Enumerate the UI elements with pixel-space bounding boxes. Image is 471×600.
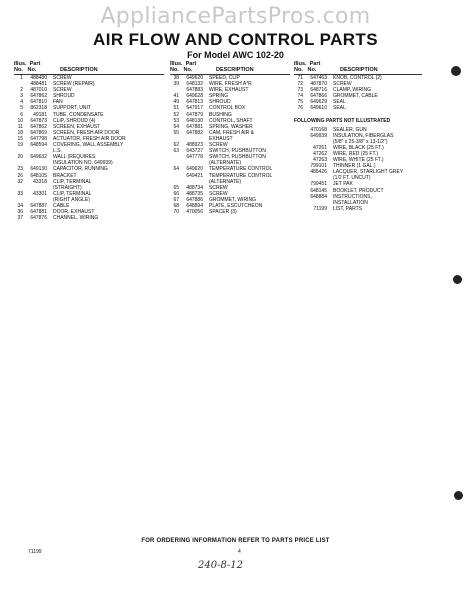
illus-number: 51 [173, 105, 179, 112]
description-header: DESCRIPTION [216, 67, 254, 73]
illus-header: Illus. [294, 61, 307, 67]
part-number: 485426 [310, 169, 327, 176]
part-description: SPRING, WASHER [209, 123, 253, 130]
part-description: SPEED, CLIP [209, 75, 240, 81]
no-header: No. [294, 67, 303, 73]
ordering-footer: FOR ORDERING INFORMATION REFER TO PARTS PRICE LIST [141, 538, 330, 544]
part-description: KNOB, CONTROL (2) [333, 75, 382, 81]
part-description: TUBE, CONDENSATE [53, 111, 104, 118]
illus-number: 18 [17, 129, 23, 136]
illus-number: 75 [297, 99, 303, 106]
illus-number: 11 [17, 123, 23, 130]
part-number: 648594 [30, 142, 47, 149]
part-description: CLIP, TERMINAL [53, 178, 92, 185]
not-illustrated-note: FOLLOWING PARTS NOT ILLUSTRATED [294, 117, 391, 124]
part-number: 647883 [186, 87, 203, 94]
part-number: 488480 [30, 75, 47, 81]
part-number: 47263 [313, 157, 327, 164]
part-description: COVERING, WALL ASSEMBLY [53, 142, 124, 149]
part-number: 648145 [310, 187, 327, 194]
parts-list-not-illustrated [294, 127, 422, 212]
part-description: JET PAK [333, 181, 353, 188]
part-number: 648894 [186, 202, 203, 209]
part-row [294, 105, 422, 111]
part-number: 71199 [313, 205, 327, 212]
no-header: No. [14, 67, 23, 73]
part-description: BOOKLET, PRODUCT [333, 187, 384, 194]
part-number: 647873 [30, 117, 47, 124]
part-description: SCREW [53, 87, 72, 94]
part-description: SHROUD [209, 99, 231, 106]
illus-number: 3 [20, 93, 23, 100]
part-description: ACTUATOR, FRESH AIR DOOR [53, 135, 126, 142]
parts-column-1 [14, 61, 164, 221]
column-header [294, 61, 422, 75]
illus-number: 76 [297, 105, 303, 112]
part-description: WIRE, BLACK (25 FT.) [333, 144, 384, 151]
description-header: DESCRIPTION [340, 67, 378, 73]
part-description: INSTRUCTIONS, [333, 193, 372, 200]
part-description: EXHAUST [209, 135, 233, 142]
illus-number: 39 [173, 81, 179, 88]
part-description: SEALER, GUN [333, 126, 367, 133]
binder-hole-dot [453, 275, 462, 284]
part-description: LIST, PARTS [333, 205, 362, 212]
part-number: 470168 [310, 126, 327, 133]
part-description: INSULATION NO. 649939) [53, 160, 113, 167]
part-number: 647882 [186, 129, 203, 136]
part-description: (ALTERNATE) [209, 160, 242, 167]
page-number: 4 [238, 549, 241, 555]
no-header: No. [170, 67, 179, 73]
part-description: SCREW [209, 184, 228, 191]
part-number: 648884 [310, 193, 327, 200]
part-number: 647887 [30, 202, 47, 209]
part-description: SCREW [209, 190, 228, 197]
illus-number: 10 [17, 117, 23, 124]
part-number: 647813 [186, 99, 203, 106]
illus-number: 68 [173, 202, 179, 209]
description-header: DESCRIPTION [60, 67, 98, 73]
illus-number: 19 [17, 142, 23, 149]
part-description: BUSHING [209, 111, 232, 118]
part-row [170, 209, 290, 215]
part-number: 649939 [310, 132, 327, 139]
illus-number: 71 [297, 75, 303, 81]
part-number: 647881 [30, 209, 47, 216]
part-number: 43301 [33, 190, 47, 197]
part-description: BRACKET [53, 172, 77, 179]
part-description: FAN [53, 99, 63, 106]
parts-column-3 [294, 61, 422, 212]
illus-number [294, 206, 303, 212]
part-number: 648105 [30, 172, 47, 179]
column-header [170, 61, 290, 75]
part-description: DOOR, EXHAUST [53, 209, 95, 216]
part-number: 647778 [186, 154, 203, 161]
part-description: SCREW [53, 75, 72, 81]
part-description: WIRE, FRESH A*R [209, 81, 252, 88]
part-number: 647798 [30, 135, 47, 142]
part-description: CONTROL BOX [209, 105, 246, 112]
illus-number: 36 [17, 209, 23, 216]
illus-number: 62 [173, 142, 179, 149]
part-description: INSTALLATION [333, 199, 368, 206]
illus-number: 38 [173, 75, 179, 81]
illus-number: 72 [297, 81, 303, 88]
part-number: 470056 [186, 209, 203, 216]
part-description: WIRE, EXHAUST [209, 87, 249, 94]
part-header: Part [185, 61, 197, 67]
part-number: 649628 [186, 93, 203, 100]
part-description: GROMMET, WIRING [209, 196, 256, 203]
part-description: GROMMET, CABLE [333, 93, 378, 100]
illus-number: 32 [17, 178, 23, 185]
illus-number: 67 [173, 196, 179, 203]
parts-list [14, 75, 164, 221]
part-description: SWITCH, PUSHBUTTON [209, 148, 266, 155]
part-number: 649130 [30, 166, 47, 173]
part-number: 648130 [186, 117, 203, 124]
part-description: SCREEN, EXHAUST [53, 123, 101, 130]
part-row [14, 215, 164, 221]
model-subtitle: For Model AWC 102-20 [187, 50, 284, 60]
part-description: SCREW [333, 81, 352, 88]
illus-number: 64 [173, 166, 179, 173]
part-description: (ALTERNATE) [209, 178, 242, 185]
part-number: 799451 [310, 181, 327, 188]
part-number: 47262 [313, 150, 327, 157]
illus-number: 2 [20, 87, 23, 94]
illus-number: 5 [20, 105, 23, 112]
no-header-2: No. [183, 67, 193, 73]
part-number: 647876 [30, 215, 47, 222]
part-number: 647862 [30, 123, 47, 130]
part-number: 647917 [186, 105, 203, 112]
illus-number: 49 [173, 99, 179, 106]
illus-number: 34 [17, 202, 23, 209]
part-number: 488481 [30, 81, 47, 88]
part-number: 49181 [33, 111, 47, 118]
part-description: CLAMP, WIRING [333, 87, 371, 94]
part-description: TEMPERATURE CONTROL [209, 172, 273, 179]
part-number: 488735 [186, 190, 203, 197]
illus-number: 52 [173, 111, 179, 118]
illus-number: 15 [17, 135, 23, 142]
illus-number: 66 [173, 190, 179, 197]
part-number: 647879 [186, 111, 203, 118]
column-header [14, 61, 164, 75]
part-description: PLATE, ESCUTCHEON [209, 202, 263, 209]
part-number: 799101 [310, 163, 327, 170]
illus-number: 33 [17, 190, 23, 197]
part-description: SEAL [333, 105, 346, 112]
page-title: AIR FLOW AND CONTROL PARTS [93, 30, 378, 49]
part-number: 47261 [313, 144, 327, 151]
illus-header: Illus. [14, 61, 27, 67]
part-description: CLIP, SHROUD (4) [53, 117, 96, 124]
illus-number: 20 [17, 154, 23, 161]
part-description: (STRAIGHT) [53, 184, 82, 191]
illus-number: 65 [173, 184, 179, 191]
illus-number: 26 [17, 172, 23, 179]
part-description: THINNER (1 GAL.) [333, 163, 376, 170]
part-description: CAPACITOR, RUNNING [53, 166, 108, 173]
binder-hole-dot [451, 66, 461, 76]
part-description: LACQUER, STARLIGHT GREY [333, 169, 404, 176]
part-number: 488923 [186, 142, 203, 149]
illus-number: 70 [173, 209, 179, 216]
part-number: 649629 [310, 99, 327, 106]
part-description: L.S. [53, 148, 62, 155]
part-header: Part [309, 61, 321, 67]
part-number: 647866 [310, 93, 327, 100]
part-description: WALL (REQUIRES [53, 154, 96, 161]
part-description: CONTROL, SHAFT [209, 117, 253, 124]
illus-number: 37 [17, 215, 23, 222]
part-number: 649620 [186, 75, 203, 81]
part-description: CHANNEL, WIRING [53, 215, 99, 222]
part-description: INSULATION, FIBERGLAS [333, 132, 394, 139]
part-number: 647869 [30, 129, 47, 136]
part-number: 487870 [310, 81, 327, 88]
binder-hole-dot [454, 491, 463, 500]
illus-number: 55 [173, 129, 179, 136]
parts-list [294, 75, 422, 112]
parts-column-2 [170, 61, 290, 215]
part-number: 647862 [30, 93, 47, 100]
part-description: CAM, FRESH AIR & [209, 129, 255, 136]
part-description: SPRING [209, 93, 229, 100]
handwritten-note: 240-8-12 [198, 560, 243, 571]
part-number: 647810 [30, 99, 47, 106]
part-description: SCREEN, FRESH AIR DOOR [53, 129, 120, 136]
illus-number: 6 [20, 111, 23, 118]
part-description: TEMPERATURE CONTROL [209, 166, 273, 173]
part-description: (RIGHT ANGLE) [53, 196, 90, 203]
illus-header: Illus. [170, 61, 183, 67]
illus-number: 74 [297, 93, 303, 100]
part-description: SCREW [209, 142, 228, 149]
part-number: 862318 [30, 105, 47, 112]
part-number: 649620 [186, 166, 203, 173]
part-number: 649610 [310, 105, 327, 112]
part-description: WIRE, RED (25 FT.) [333, 150, 379, 157]
part-number: 488734 [186, 184, 203, 191]
illus-number: 41 [173, 93, 179, 100]
part-number: 643727 [186, 148, 203, 155]
part-description: SWITCH, PUSHBUTTON [209, 154, 266, 161]
no-header-2: No. [27, 67, 37, 73]
part-row [294, 206, 422, 212]
part-number: 647881 [186, 123, 203, 130]
part-description: (5/8" x 25-3/8" x 13-1/2") [333, 138, 388, 145]
parts-list [170, 75, 290, 215]
watermark: AppliancePartsPros.com [100, 4, 371, 29]
part-description: CLIP, TERMINAL [53, 190, 92, 197]
part-number: 487010 [30, 87, 47, 94]
illus-number: 4 [20, 99, 23, 106]
part-header: Part [29, 61, 41, 67]
part-description: SCREW (REPAIR) [53, 81, 95, 88]
part-number: 648716 [310, 87, 327, 94]
part-number: 647463 [310, 75, 327, 81]
illus-number: 23 [17, 166, 23, 173]
illus-number: 73 [297, 87, 303, 94]
part-number: 649421 [186, 172, 203, 179]
part-description: SHROUD [53, 93, 75, 100]
part-number: 649632 [30, 154, 47, 161]
part-description: CABLE [53, 202, 70, 209]
part-number: 647886 [186, 196, 203, 203]
no-header-2: No. [307, 67, 317, 73]
part-number: 648132 [186, 81, 203, 88]
illus-number: 54 [173, 123, 179, 130]
part-description: (1/2 FT. UNCUT) [333, 175, 371, 182]
part-description: SPACER (3) [209, 209, 237, 216]
part-number: 43318 [33, 178, 47, 185]
footer-code: 71199 [28, 549, 42, 555]
part-description: SEAL [333, 99, 346, 106]
illus-number: 1 [20, 75, 23, 81]
illus-number: 53 [173, 117, 179, 124]
part-description: SUPPORT, UNIT [53, 105, 91, 112]
illus-number: 63 [173, 148, 179, 155]
part-description: WIRE, WHITE (25 FT.) [333, 157, 384, 164]
